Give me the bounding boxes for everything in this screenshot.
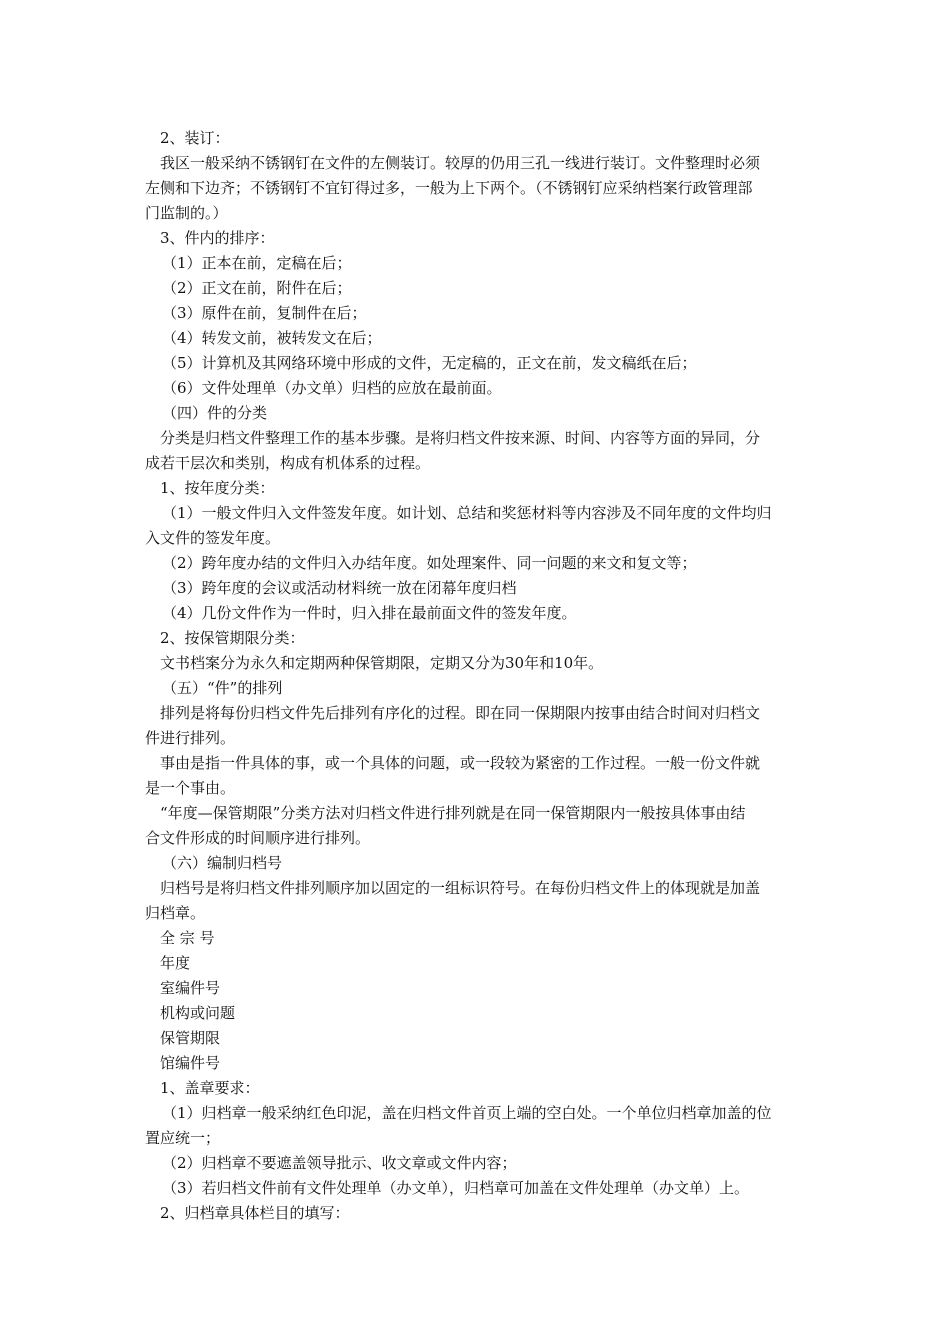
text-line: （1）一般文件归入文件签发年度。如计划、总结和奖惩材料等内容涉及不同年度的文件均归 [162, 504, 772, 522]
text-line: （2）正文在前，附件在后； [162, 279, 352, 297]
text-line: （3）原件在前，复制件在后； [162, 304, 367, 322]
stamp-field-label: 机构或问题 [160, 1004, 236, 1022]
text-line: （2）归档章不要遮盖领导批示、收文章或文件内容； [162, 1154, 517, 1172]
text-line: 事由是指一件具体的事，或一个具体的问题，或一段较为紧密的工作过程。一般一份文件就 [160, 754, 761, 772]
text-line: 归档号是将归档文件排列顺序加以固定的一组标识符号。在每份归档文件上的体现就是加盖 [160, 879, 761, 897]
text-line: 分类是归档文件整理工作的基本步骤。是将归档文件按来源、时间、内容等方面的异同，分 [160, 429, 761, 447]
text-line: “年度—保管期限”分类方法对归档文件进行排列就是在同一保管期限内一般按具体事由结 [160, 804, 746, 822]
text-line: 门监制的。） [145, 204, 228, 222]
text-line: （3）跨年度的会议或活动材料统一放在闭幕年度归档 [162, 579, 517, 597]
text-line: 左侧和下边齐；不锈钢钉不宜钉得过多，一般为上下两个。（不锈钢钉应采纳档案行政管理部 [145, 179, 753, 197]
text-line: （3）若归档文件前有文件处理单（办文单），归档章可加盖在文件处理单（办文单）上。 [162, 1179, 750, 1197]
text-line: （4）转发文前，被转发文在后； [162, 329, 382, 347]
text-line: 合文件形成的时间顺序进行排列。 [145, 829, 371, 847]
stamp-field-label: 室编件号 [160, 979, 221, 997]
text-line: （5）计算机及其网络环境中形成的文件，无定稿的，正文在前，发文稿纸在后； [162, 354, 697, 372]
text-line: 1、盖章要求： [160, 1079, 260, 1097]
text-line: （1）归档章一般采纳红色印泥，盖在归档文件首页上端的空白处。一个单位归档章加盖的位 [162, 1104, 772, 1122]
text-line: 3、件内的排序： [160, 229, 275, 247]
stamp-field-label: 全 宗 号 [160, 929, 215, 947]
text-line: 2、按保管期限分类： [160, 629, 305, 647]
text-line: 2、归档章具体栏目的填写： [160, 1204, 350, 1222]
text-line: （1）正本在前，定稿在后； [162, 254, 352, 272]
text-line: 件进行排列。 [145, 729, 236, 747]
section-heading: （六）编制归档号 [162, 854, 283, 872]
text-line: 排列是将每份归档文件先后排列有序化的过程。即在同一保期限内按事由结合时间对归档文 [160, 704, 761, 722]
section-heading: （五）“件”的排列 [162, 679, 283, 697]
stamp-field-label: 馆编件号 [160, 1054, 221, 1072]
text-line: 置应统一； [145, 1129, 221, 1147]
text-line: 1、按年度分类： [160, 479, 275, 497]
text-line: （4）几份文件作为一件时，归入排在最前面文件的签发年度。 [162, 604, 577, 622]
stamp-field-label: 年度 [160, 954, 191, 972]
text-line: 归档章。 [145, 904, 206, 922]
section-heading: （四）件的分类 [162, 404, 268, 422]
text-line: 我区一般采纳不锈钢钉在文件的左侧装订。较厚的仍用三孔一线进行装订。文件整理时必须 [160, 154, 761, 172]
text-line: （2）跨年度办结的文件归入办结年度。如处理案件、同一问题的来文和复文等； [162, 554, 697, 572]
text-line: 文书档案分为永久和定期两种保管期限，定期又分为30年和10年。 [160, 654, 604, 672]
text-line: 是一个事由。 [145, 779, 236, 797]
text-line: 2、装订： [160, 129, 230, 147]
text-line: （6）文件处理单（办文单）归档的应放在最前面。 [162, 379, 502, 397]
stamp-field-label: 保管期限 [160, 1029, 221, 1047]
text-line: 入文件的签发年度。 [145, 529, 281, 547]
text-line: 成若干层次和类别，构成有机体系的过程。 [145, 454, 431, 472]
